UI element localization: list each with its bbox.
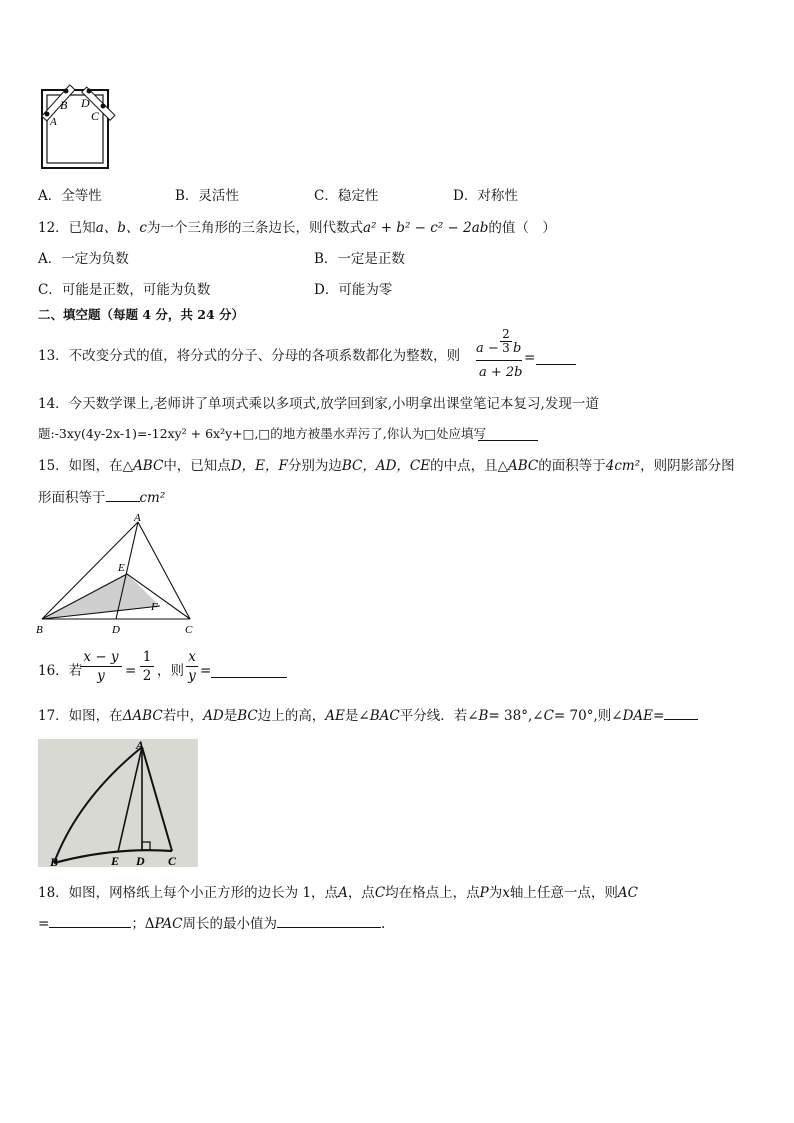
q17-label-c: C: [168, 854, 177, 867]
q15-label-e: E: [118, 562, 125, 574]
q16-equals-2: =: [200, 663, 212, 679]
q17-label-a: A: [136, 739, 145, 752]
q12-option-d: D．可能为零: [314, 282, 393, 298]
section-title-fill-in: 二、填空题（每题 4 分，共 24 分）: [38, 307, 245, 322]
q13-equals: =: [524, 350, 536, 366]
q12-option-b: B．一定是正数: [314, 251, 405, 267]
q15-line2: 形面积等于 cm²: [38, 490, 166, 506]
q18-line1: 18．如图，网格纸上每个小正方形的边长为 1，点A，点C均在格点上，点P为x轴上任意一点，则AC: [38, 885, 638, 901]
q12-option-c: C．可能是正数，可能为负数: [38, 282, 211, 298]
q12-option-a: A．一定为负数: [38, 251, 129, 267]
q11-label-d: D: [81, 96, 90, 110]
q16-mid: ，则: [157, 663, 184, 679]
q15-line1: 15．如图，在△ABC中，已知点D，E，F分别为边BC，AD，CE的中点，且△ABC的面积等于4cm²，则阴影部分图: [38, 458, 735, 474]
q11-frame-figure: [36, 84, 122, 174]
q16-fraction-2: 1 2: [140, 648, 154, 685]
q15-answer-blank[interactable]: [106, 489, 140, 502]
q11-option-a: A．全等性: [38, 188, 102, 204]
q15-label-a: A: [134, 512, 141, 524]
q13-text: 13．不改变分式的值，将分式的分子、分母的各项系数都化为整数，则: [38, 348, 461, 364]
q13-answer-blank[interactable]: [536, 352, 576, 365]
q16-fraction-3: x y: [186, 648, 198, 685]
q17-label-b: B: [50, 855, 59, 867]
q16-pre: 16．若: [38, 663, 83, 679]
q14-line2: 题:-3xy(4y-2x-1)=-12xy² + 6x²y+□,□的地方被墨水弄污了,你认为□处应填写: [38, 426, 487, 441]
q11-option-c: C．稳定性: [314, 188, 379, 204]
q14-line1: 14．今天数学课上,老师讲了单项式乘以多项式,放学回到家,小明拿出课堂笔记本复习,发现一道: [38, 396, 599, 412]
q15-label-b: B: [36, 624, 43, 636]
q15-triangle-figure: [30, 512, 205, 637]
q17-text: 17．如图，在ΔABC若中，AD是BC边上的高，AE是∠BAC平分线．若∠B= 38°,∠C= 70°,则∠DAE=: [38, 707, 698, 725]
q17-label-e: E: [111, 854, 120, 867]
q14-answer-blank[interactable]: [478, 428, 538, 441]
q18-answer-blank-ac[interactable]: [49, 915, 131, 928]
q16-equals: =: [125, 663, 137, 679]
q17-label-d: D: [136, 854, 145, 867]
q11-label-b: B: [60, 98, 68, 112]
q16-answer-blank[interactable]: [211, 665, 287, 678]
q12-stem: 12．已知a、b、c为一个三角形的三条边长，则代数式a² + b² − c² − 2ab的值（ ）: [38, 220, 556, 236]
q15-label-f: F: [151, 601, 158, 613]
q17-triangle-photo: [38, 739, 198, 867]
q16-fraction-1: x − y y: [80, 648, 122, 685]
q11-option-b: B．灵活性: [175, 188, 239, 204]
q15-label-c: C: [185, 624, 193, 636]
q11-option-d: D．对称性: [453, 188, 518, 204]
q15-label-d: D: [112, 624, 120, 636]
q18-line2: = ；ΔPAC周长的最小值为 .: [38, 916, 386, 932]
q18-answer-blank-perimeter[interactable]: [277, 915, 381, 928]
q11-label-c: C: [91, 109, 100, 123]
q11-label-a: A: [50, 116, 57, 128]
q17-answer-blank[interactable]: [664, 707, 698, 720]
